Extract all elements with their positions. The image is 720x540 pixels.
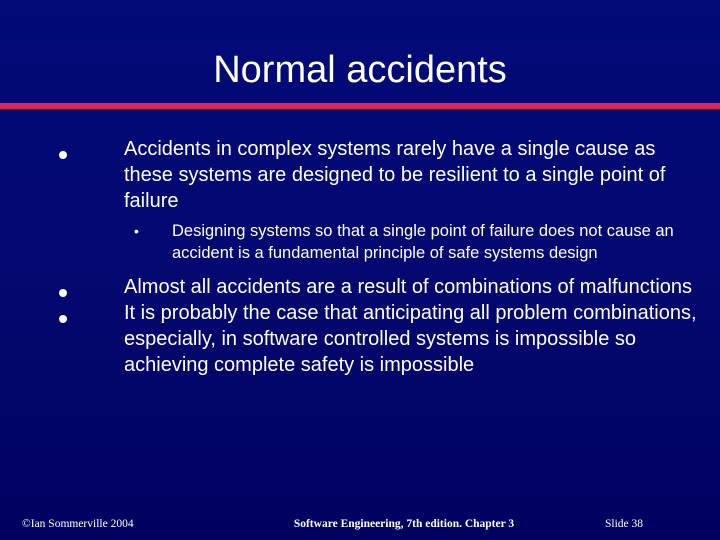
bullet-dot-icon bbox=[59, 315, 67, 323]
slide-title: Normal accidents bbox=[213, 49, 507, 91]
sub-bullet-marker: • bbox=[134, 223, 139, 239]
sub-bullet-text: Designing systems so that a single point of failure does not cause an accident is a fundamental principle of safe systems design bbox=[172, 222, 674, 262]
footer-slide-number: Slide 38 bbox=[605, 518, 644, 530]
bullet-item bbox=[0, 300, 720, 378]
footer-copyright: ©Ian Sommerville 2004 bbox=[22, 518, 134, 530]
title-underline bbox=[0, 103, 720, 109]
footer-book-title: Software Engineering, 7th edition. Chapter 3 bbox=[293, 518, 515, 530]
bullet-item bbox=[0, 136, 720, 214]
bullet-dot-icon bbox=[59, 151, 67, 159]
sub-bullet-item bbox=[0, 220, 720, 264]
bullet-item bbox=[0, 274, 720, 300]
slide-body bbox=[0, 136, 720, 378]
bullet-text: Almost all accidents are a result of combinations of malfunctions bbox=[124, 276, 693, 298]
bullet-text: Accidents in complex systems rarely have a single cause as these systems are designed to be resilient to a single point of failure bbox=[124, 138, 666, 212]
bullet-text: It is probably the case that anticipating all problem combinations, especially, in software controlled systems is impossible so achieving complete safety is impossible bbox=[124, 302, 697, 376]
bullet-dot-icon bbox=[59, 289, 67, 297]
